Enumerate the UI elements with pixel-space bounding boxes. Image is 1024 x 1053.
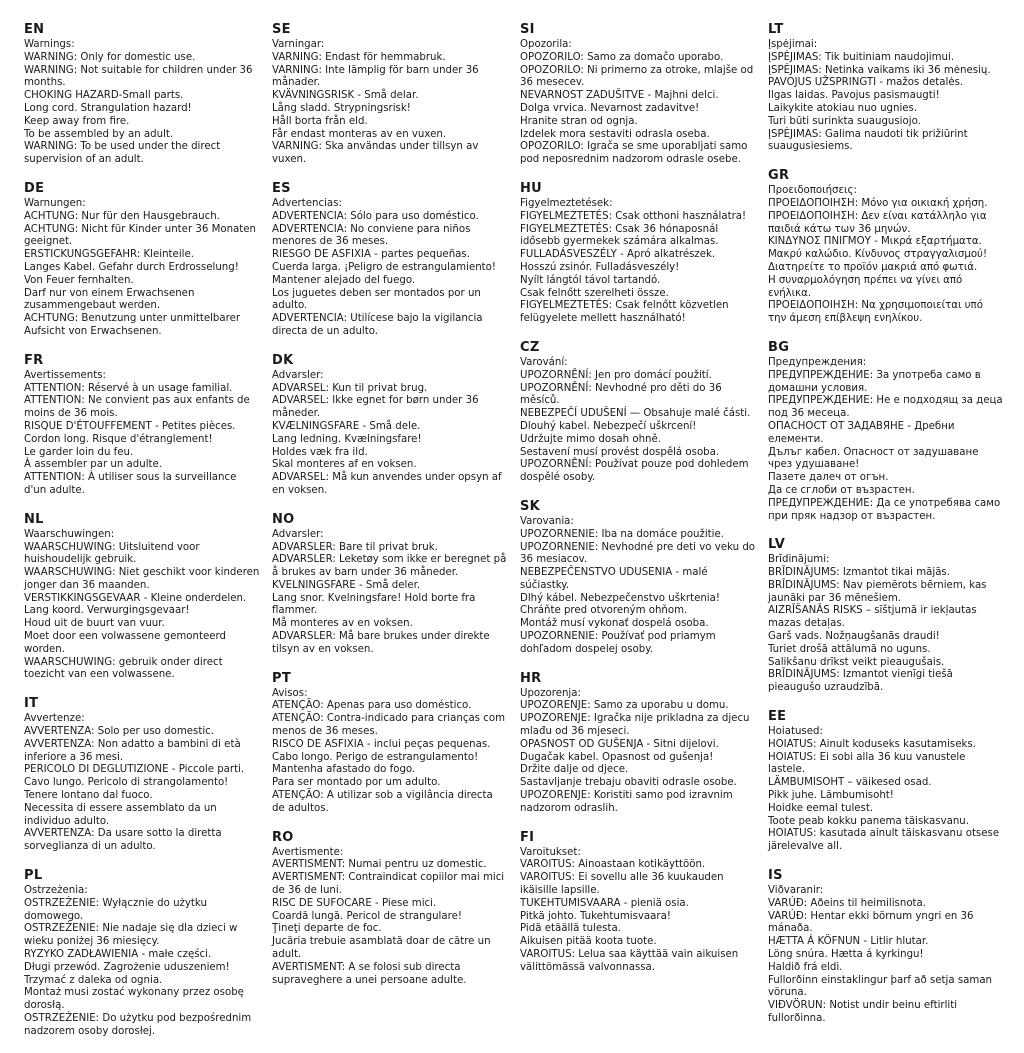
- warning-line: Pitkä johto. Tukehtumisvaara!: [520, 910, 671, 922]
- warning-line: Los juguetes deben ser montados por un adulto.: [272, 287, 481, 312]
- warning-line: Μακρύ καλώδιο. Κίνδυνος στραγγαλισμού!: [768, 249, 988, 261]
- warning-line: VIÐVÖRUN: Notist undir beinu eftirliti fullorðinna.: [768, 1000, 958, 1024]
- warning-line: Mantenha afastado do fogo.: [272, 764, 416, 776]
- warning-line: UPOZORENJE: Igračka nije prikladna za djecu mlađu od 36 mjeseci.: [520, 713, 750, 738]
- warning-line: NEBEZPEČENSTVO UDUSENIA - malé súčiastky.: [520, 567, 708, 591]
- warning-line: OPOZORILO: Ni primerno za otroke, mlajše od 36 mesecev.: [520, 64, 754, 89]
- language-section: [768, 340, 1004, 523]
- warning-line: Dlhý kábel. Nebezpečenstvo uškrtenia!: [520, 592, 720, 604]
- language-code: PL: [24, 868, 43, 884]
- warning-line: RYZYKO ZADŁAWIENIA - małe części.: [24, 949, 212, 961]
- warning-line: Η συναρμολόγηση πρέπει να γίνει από ενήλικα.: [768, 274, 963, 299]
- warnings-heading: Advarsler:: [272, 528, 324, 540]
- language-section: [272, 22, 508, 167]
- language-section: [272, 181, 508, 339]
- warning-line: Trzymać z daleka od ognia.: [24, 974, 163, 986]
- language-code: HR: [520, 670, 542, 686]
- language-section: [520, 22, 756, 167]
- warning-line: FIGYELMEZTETÉS: Csak 36 hónaposnál idősebb gyermekek számára alkalmas.: [520, 223, 719, 248]
- language-column-1: [24, 22, 260, 1053]
- warning-line: ADVERTENCIA: No conviene para niños menores de 36 meses.: [272, 223, 471, 248]
- warnings-heading: Figyelmeztetések:: [520, 197, 613, 209]
- warning-line: UPOZORNĚNÍ: Jen pro domácí použití.: [520, 369, 712, 381]
- language-section: [768, 22, 1004, 154]
- warning-line: UPOZORNENIE: Používať pod priamym dohľadom dospelej osoby.: [520, 631, 716, 655]
- language-code: SK: [520, 498, 541, 514]
- warning-line: VAROITUS: Ei sovellu alle 36 kuukauden ikäisille lapsille.: [520, 872, 724, 897]
- warning-line: Garš vads. Nožņaugšanās draudi!: [768, 631, 940, 643]
- language-code: NL: [24, 511, 44, 527]
- warning-line: Διατηρείτε το προϊόν μακριά από φωτιά.: [768, 261, 978, 273]
- warning-line: ACHTUNG: Nur für den Hausgebrauch.: [24, 210, 220, 222]
- warnings-heading: Warnungen:: [24, 197, 86, 209]
- warning-line: Csak felnőtt szerelheti össze.: [520, 287, 669, 299]
- warning-line: Udržujte mimo dosah ohně.: [520, 433, 661, 445]
- warning-line: WARNING: To be used under the direct supervision of an adult.: [24, 141, 221, 166]
- warning-line: PAVOJUS UŽSPRINGTI - mažos detalės.: [768, 77, 964, 89]
- warning-line: Držite dalje od djece.: [520, 764, 629, 776]
- warnings-heading: Brīdinājumi:: [768, 554, 830, 566]
- warning-line: ĮSPĖJIMAS: Galima naudoti tik prižiūrint suaugusiesiems.: [768, 128, 968, 153]
- warnings-heading: Предупреждения:: [768, 356, 867, 368]
- warning-line: Houd uit de buurt van vuur.: [24, 618, 165, 630]
- warning-line: AVVERTENZA: Non adatto a bambini di età inferiore a 36 mesi.: [24, 738, 241, 763]
- language-code: BG: [768, 339, 790, 355]
- warning-line: CHOKING HAZARD-Small parts.: [24, 90, 184, 102]
- warning-line: Hranite stran od ognja.: [520, 115, 638, 127]
- warning-line: VARNING: Endast för hemmabruk.: [272, 51, 446, 63]
- language-section: [24, 22, 260, 167]
- warning-line: ΠΡΟΕΙΔΟΠΟΙΗΣΗ: Μόνο για οικιακή χρήση.: [768, 197, 988, 209]
- warning-line: Izdelek mora sestaviti odrasla oseba.: [520, 128, 710, 140]
- language-code: EE: [768, 709, 787, 725]
- warning-line: ΠΡΟΕΙΔΟΠΟΙΗΣΗ: Δεν είναι κατάλληλο για παιδιά κάτω των 36 μηνών.: [768, 210, 987, 235]
- warning-line: ADVARSLER: Bare til privat bruk.: [272, 541, 438, 553]
- warnings-heading: Advertencias:: [272, 197, 342, 209]
- warning-line: BRĪDINĀJUMS: Izmantot tikai mājās.: [768, 567, 950, 579]
- warning-line: RIESGO DE ASFIXIA - partes pequeñas.: [272, 249, 470, 261]
- warning-line: WAARSCHUWING: Niet geschikt voor kinderen jonger dan 36 maanden.: [24, 567, 260, 591]
- warning-line: ПРЕДУПРЕЖДЕНИЕ: Не е подходящ за деца под 36 месеца.: [768, 395, 1003, 420]
- warning-line: Holdes væk fra ild.: [272, 446, 368, 458]
- language-code: FR: [24, 352, 44, 368]
- language-section: [24, 868, 260, 1039]
- language-code: LV: [768, 537, 786, 553]
- warnings-heading: Viðvaranir:: [768, 885, 824, 897]
- warning-line: PERICOLO DI DEGLUTIZIONE - Piccole parti.: [24, 764, 245, 776]
- language-section: [520, 181, 756, 326]
- warning-line: HOIATUS: kasutada ainult täiskasvanu otsese järelevalve all.: [768, 828, 1000, 853]
- warning-line: Cuerda larga. ¡Peligro de estrangulamiento!: [272, 261, 496, 273]
- language-section: [768, 868, 1004, 1026]
- warnings-heading: Varovania:: [520, 515, 574, 527]
- warning-line: Tenere lontano dal fuoco.: [24, 790, 153, 802]
- warnings-heading: Varování:: [520, 356, 568, 368]
- warning-line: VAROITUS: Lelua saa käyttää vain aikuisen välittömässä valvonnassa.: [520, 949, 739, 973]
- warnings-heading: Avisos:: [272, 687, 308, 699]
- warning-line: Chráňte pred otvoreným ohňom.: [520, 605, 688, 617]
- warning-line: FULLADÁSVESZÉLY - Apró alkatrészek.: [520, 249, 716, 261]
- warning-line: NEBEZPEČÍ UDUŠENÍ — Obsahuje malé části.: [520, 408, 751, 420]
- warning-line: Montáž musí vykonať dospelá osoba.: [520, 618, 709, 630]
- language-code: DK: [272, 352, 294, 368]
- warning-line: Lang snor. Kvelningsfare! Hold borte fra flammer.: [272, 592, 476, 617]
- language-section: [520, 340, 756, 485]
- warning-line: RISC DE SUFOCARE - Piese mici.: [272, 897, 437, 909]
- warning-line: Dugačak kabel. Opasnost od gušenja!: [520, 751, 714, 763]
- warning-line: ADVARSLER: Må bare brukes under direkte tilsyn av en voksen.: [272, 631, 490, 655]
- warning-line: Necessita di essere assemblato da un individuo adulto.: [24, 802, 217, 827]
- warning-line: WARNING: Only for domestic use.: [24, 51, 196, 63]
- warning-line: Turi būti surinkta suaugusiojo.: [768, 115, 921, 127]
- warning-line: Mantener alejado del fuego.: [272, 274, 416, 286]
- warning-line: BRĪDINĀJUMS: Izmantot vienīgi tiešā pieaugušo uzraudzībā.: [768, 669, 953, 694]
- warning-line: Toote peab kokku panema täiskasvanu.: [768, 815, 969, 827]
- warning-line: Darf nur von einem Erwachsenen zusammengebaut werden.: [24, 287, 195, 312]
- warning-line: ATENÇÃO: Contra-indicado para crianças com menos de 36 meses.: [272, 713, 505, 738]
- warning-line: Jucăria trebuie asamblată doar de către un adult.: [272, 936, 491, 961]
- warnings-heading: Προειδοποιήσεις:: [768, 185, 857, 197]
- warning-line: Aikuisen pitää koota tuote.: [520, 936, 657, 948]
- warning-line: OSTRZEŻENIE: Wyłącznie do użytku domowego.: [24, 897, 207, 922]
- language-section: [520, 499, 756, 657]
- warning-line: VARNING: Inte lämplig för barn under 36 månader.: [272, 64, 479, 89]
- warning-line: Keep away from fire.: [24, 115, 130, 127]
- warning-line: To be assembled by an adult.: [24, 128, 174, 140]
- warning-line: VARÚÐ: Aðeins til heimilisnota.: [768, 897, 927, 909]
- warning-line: Lang ledning. Kvælningsfare!: [272, 433, 422, 445]
- warning-line: NEVARNOST ZADUŠITVE - Majhni delci.: [520, 90, 719, 102]
- language-section: [272, 671, 508, 816]
- warning-line: OPOZORILO: Igrača se sme uporabljati samo pod neposrednim nadzorom odrasle osebe.: [520, 141, 748, 166]
- warnings-heading: Varoitukset:: [520, 846, 581, 858]
- warning-line: ПРЕДУПРЕЖДЕНИЕ: Да се употребява само при пряк надзор от възрастен.: [768, 497, 1001, 522]
- language-code: HU: [520, 180, 543, 196]
- language-code: DE: [24, 180, 45, 196]
- warnings-heading: Warnings:: [24, 39, 75, 50]
- warning-line: AVERTISMENT: Numai pentru uz domestic.: [272, 859, 487, 871]
- warning-line: Får endast monteras av en vuxen.: [272, 128, 447, 140]
- warning-line: RISCO DE ASFIXIA - inclui peças pequenas.: [272, 738, 491, 750]
- warning-line: ADVARSEL: Må kun anvendes under opsyn af en voksen.: [272, 472, 502, 496]
- warnings-heading: Įspėjimai:: [768, 39, 818, 50]
- warnings-heading: Opozorila:: [520, 39, 572, 50]
- warning-line: UPOZORNĚNÍ: Nevhodné pro děti do 36 měsíců.: [520, 382, 722, 407]
- warning-line: Må monteres av en voksen.: [272, 618, 413, 630]
- warning-line: OPOZORILO: Samo za domačo uporabo.: [520, 51, 724, 63]
- warning-line: AVERTISMENT: A se folosi sub directa supraveghere a unei persoane adulte.: [272, 961, 467, 986]
- language-section: [24, 353, 260, 498]
- language-code: IS: [768, 868, 783, 884]
- warning-line: Le garder loin du feu.: [24, 446, 134, 458]
- warnings-heading: Avvertenze:: [24, 713, 85, 725]
- warning-line: RISQUE D'ÉTOUFFEMENT - Petites pièces.: [24, 420, 236, 432]
- warning-line: TUKEHTUMISVAARA - pieniä osia.: [520, 897, 689, 909]
- warnings-heading: Hoiatused:: [768, 726, 823, 738]
- warning-line: Coardă lungă. Pericol de strangulare!: [272, 910, 462, 922]
- warnings-heading: Waarschuwingen:: [24, 528, 115, 540]
- language-code: SI: [520, 22, 535, 37]
- warning-line: LÄMBUMISOHT – väikesed osad.: [768, 777, 932, 789]
- warning-line: ACHTUNG: Benutzung unter unmittelbarer Aufsicht von Erwachsenen.: [24, 313, 241, 337]
- language-section: [24, 696, 260, 854]
- warning-line: ADVERTENCIA: Utilícese bajo la vigilancia directa de un adulto.: [272, 313, 483, 337]
- warning-line: UPOZORNENIE: Iba na domáce použitie.: [520, 528, 725, 540]
- warnings-heading: Varningar:: [272, 39, 325, 50]
- warning-line: Laikykite atokiau nuo ugnies.: [768, 102, 918, 114]
- warning-line: KVÆLNINGSFARE - Små dele.: [272, 420, 421, 432]
- language-section: [272, 512, 508, 657]
- language-code: GR: [768, 168, 790, 184]
- warning-line: Moet door een volwassene gemonteerd worden.: [24, 631, 226, 655]
- language-code: SE: [272, 22, 291, 37]
- warning-line: Para ser montado por um adulto.: [272, 777, 441, 789]
- warning-line: VAROITUS: Ainoastaan kotikäyttöön.: [520, 859, 706, 871]
- warning-line: ĮSPĖJIMAS: Tik buitiniam naudojimui.: [768, 51, 955, 63]
- warning-line: Ilgas laidas. Pavojus pasismaugti!: [768, 90, 940, 102]
- warning-line: À assembler par un adulte.: [24, 459, 163, 471]
- language-code: ES: [272, 180, 291, 196]
- language-code: LT: [768, 22, 784, 37]
- warning-line: HOIATUS: Ei sobi alla 36 kuu vanustele lastele.: [768, 751, 966, 776]
- language-section: [768, 168, 1004, 326]
- language-column-2: [272, 22, 508, 1001]
- warning-line: Sestavení musí provést dospělá osoba.: [520, 446, 720, 458]
- warning-line: Turiet drošā attālumā no uguns.: [768, 643, 931, 655]
- warning-line: UPOZORNENIE: Nevhodné pre deti vo veku do 36 mesiacov.: [520, 541, 756, 566]
- language-section: [768, 537, 1004, 695]
- warning-line: AVVERTENZA: Solo per uso domestic.: [24, 726, 215, 738]
- warning-line: ATTENTION: Réservé à un usage familial.: [24, 382, 233, 394]
- warning-line: OSTRZEŻENIE: Do użytku pod bezpośrednim nadzorem osoby dorosłej.: [24, 1013, 252, 1037]
- warning-line: OPASNOST OD GUŠENJA - Sitni dijelovi.: [520, 738, 719, 750]
- warnings-heading: Avertismente:: [272, 846, 344, 858]
- language-column-3: [520, 22, 756, 989]
- warning-line: VERSTIKKINGSGEVAAR - Kleine onderdelen.: [24, 592, 247, 604]
- warning-line: ĮSPĖJIMAS: Netinka vaikams iki 36 mėnesių.: [768, 64, 991, 76]
- language-code: PT: [272, 670, 291, 686]
- warning-line: Да се сглоби от възрастен.: [768, 484, 915, 496]
- warning-line: Lång sladd. Strypningsrisk!: [272, 102, 411, 114]
- warning-line: ERSTICKUNGSGEFAHR: Kleinteile.: [24, 249, 194, 261]
- warning-line: Skal monteres af en voksen.: [272, 459, 417, 471]
- warning-line: ОПАСНОСТ ОТ ЗАДАВЯНЕ - Дребни елементи.: [768, 420, 955, 445]
- language-code: FI: [520, 829, 535, 845]
- warning-line: AVVERTENZA: Da usare sotto la diretta sorveglianza di un adulto.: [24, 828, 222, 853]
- warning-line: UPOZORNĚNÍ: Používat pouze pod dohledem dospělé osoby.: [520, 459, 749, 484]
- warning-line: Długi przewód. Zagrożenie uduszeniem!: [24, 961, 230, 973]
- warning-line: ADVERTENCIA: Sólo para uso doméstico.: [272, 210, 479, 222]
- warning-line: Salikšanu drīkst veikt pieaugušais.: [768, 656, 945, 668]
- warning-line: Langes Kabel. Gefahr durch Erdrosselung! Von Feuer fernhalten.: [24, 261, 239, 286]
- warning-line: VARNING: Ska användas under tillsyn av vuxen.: [272, 141, 479, 166]
- warning-line: UPOZORENJE: Koristiti samo pod izravnim nadzorom odraslih.: [520, 790, 733, 814]
- warning-line: BRĪDINĀJUMS: Nav piemērots bērniem, kas jaunāki par 36 mēnešiem.: [768, 579, 987, 604]
- language-section: [520, 830, 756, 975]
- warning-line: ΠΡΟΕΙΔΟΠΟΙΗΣΗ: Να χρησιμοποιείται υπό την άμεση επίβλεψη ενηλίκου.: [768, 300, 983, 325]
- warning-line: Hosszú zsinór. Fulladásveszély!: [520, 261, 680, 273]
- warning-line: Lang koord. Verwurgingsgevaar!: [24, 605, 190, 617]
- warning-line: HÆTTA Á KÖFNUN - Litlir hlutar.: [768, 936, 929, 948]
- language-code: IT: [24, 696, 39, 712]
- warning-line: FIGYELMEZTETÉS: Csak otthoni használatra!: [520, 210, 747, 222]
- warning-line: AVERTISMENT: Contraindicat copiilor mai mici de 36 de luni.: [272, 872, 505, 897]
- warning-line: ADVARSLER: Leketøy som ikke er beregnet på å brukes av barn under 36 måneder.: [272, 554, 507, 579]
- warning-line: Dlouhý kabel. Nebezpečí uškrcení!: [520, 420, 697, 432]
- warning-line: UPOZORENJE: Samo za uporabu u domu.: [520, 700, 729, 712]
- warnings-heading: Avertissements:: [24, 369, 106, 381]
- warning-line: Ţineţi departe de foc.: [272, 923, 382, 935]
- language-code: CZ: [520, 339, 540, 355]
- warning-line: KVÄVNINGSRISK - Små delar.: [272, 90, 419, 102]
- warning-line: ADVARSEL: Kun til privat brug.: [272, 382, 428, 394]
- language-section: [272, 353, 508, 498]
- warning-line: ADVARSEL: Ikke egnet for børn under 36 måneder.: [272, 395, 479, 420]
- warning-line: Håll borta från eld.: [272, 115, 368, 127]
- warning-line: Montaż musi zostać wykonany przez osobę dorosłą.: [24, 987, 244, 1012]
- warning-line: Пазете далеч от огън.: [768, 472, 889, 484]
- warning-line: Löng snúra. Hætta á kyrkingu!: [768, 949, 924, 961]
- warning-line: VARÚÐ: Hentar ekki börnum yngri en 36 mánaða.: [768, 910, 974, 935]
- warning-line: ATTENTION: À utiliser sous la surveillance d'un adulte.: [24, 472, 237, 496]
- warning-line: Pidä etäällä tulesta.: [520, 923, 621, 935]
- warning-line: ATENÇÃO: A utilizar sob a vigilância directa de adultos.: [272, 790, 493, 814]
- warning-line: ПРЕДУПРЕЖДЕНИЕ: За употреба само в домашни условия.: [768, 369, 981, 394]
- warning-line: HOIATUS: Ainult koduseks kasutamiseks.: [768, 738, 976, 750]
- warning-line: WARNING: Not suitable for children under 36 months.: [24, 64, 253, 89]
- warning-line: AIZRĪŠANĀS RISKS – sīštjumā ir iekļautas mazas detaļas.: [768, 605, 977, 630]
- warning-line: Fullorðinn einstaklingur þarf að setja saman vöruna.: [768, 974, 993, 999]
- warning-line: Haldið frá eldi.: [768, 961, 843, 973]
- warnings-heading: Advarsler:: [272, 369, 324, 381]
- warning-line: Cavo lungo. Pericolo di strangolamento!: [24, 777, 229, 789]
- warning-line: WAARSCHUWING: Uitsluitend voor huishoudelijk gebruik.: [24, 541, 200, 566]
- warning-line: WAARSCHUWING: gebruik onder direct toezicht van een volwassene.: [24, 656, 223, 681]
- language-column-4: [768, 22, 1004, 1040]
- warning-line: Nyílt lángtól távol tartandó.: [520, 274, 661, 286]
- warning-line: Дълъг кабел. Опасност от задушаване чрез удушаване!: [768, 446, 979, 471]
- language-code: EN: [24, 22, 45, 37]
- language-section: [520, 671, 756, 816]
- language-section: [768, 709, 1004, 854]
- warning-line: Hoidke eemal tulest.: [768, 802, 874, 814]
- language-section: [24, 512, 260, 683]
- language-section: [272, 830, 508, 988]
- warning-line: KVELNINGSFARE - Små deler.: [272, 579, 421, 591]
- warning-line: Long cord. Strangulation hazard!: [24, 102, 192, 114]
- warning-line: Sastavljanje trebaju obaviti odrasle osobe.: [520, 777, 737, 789]
- warning-line: ATENÇÃO: Apenas para uso doméstico.: [272, 700, 472, 712]
- warning-line: Cordon long. Risque d'étranglement!: [24, 433, 213, 445]
- warning-line: Cabo longo. Perigo de estrangulamento!: [272, 751, 479, 763]
- warnings-heading: Upozorenja:: [520, 687, 581, 699]
- warning-line: ATTENTION: Ne convient pas aux enfants de moins de 36 mois.: [24, 395, 250, 420]
- language-section: [24, 181, 260, 339]
- warning-line: ACHTUNG: Nicht für Kinder unter 36 Monaten geeignet.: [24, 223, 257, 248]
- warnings-heading: Ostrzeżenia:: [24, 885, 88, 897]
- warning-line: Pikk juhe. Lämbumisoht!: [768, 790, 894, 802]
- language-code: NO: [272, 511, 295, 527]
- warning-line: ΚΙΝΔΥΝΟΣ ΠΝΙΓΜΟΥ - Μικρά εξαρτήματα.: [768, 236, 982, 248]
- language-code: RO: [272, 829, 294, 845]
- warning-line: FIGYELMEZTETÉS: Csak felnőtt közvetlen felügyelete mellett használható!: [520, 300, 729, 325]
- warning-line: OSTRZEŻENIE: Nie nadaje się dla dzieci w wieku poniżej 36 miesięcy.: [24, 923, 238, 948]
- warning-line: Dolga vrvica. Nevarnost zadavitve!: [520, 102, 700, 114]
